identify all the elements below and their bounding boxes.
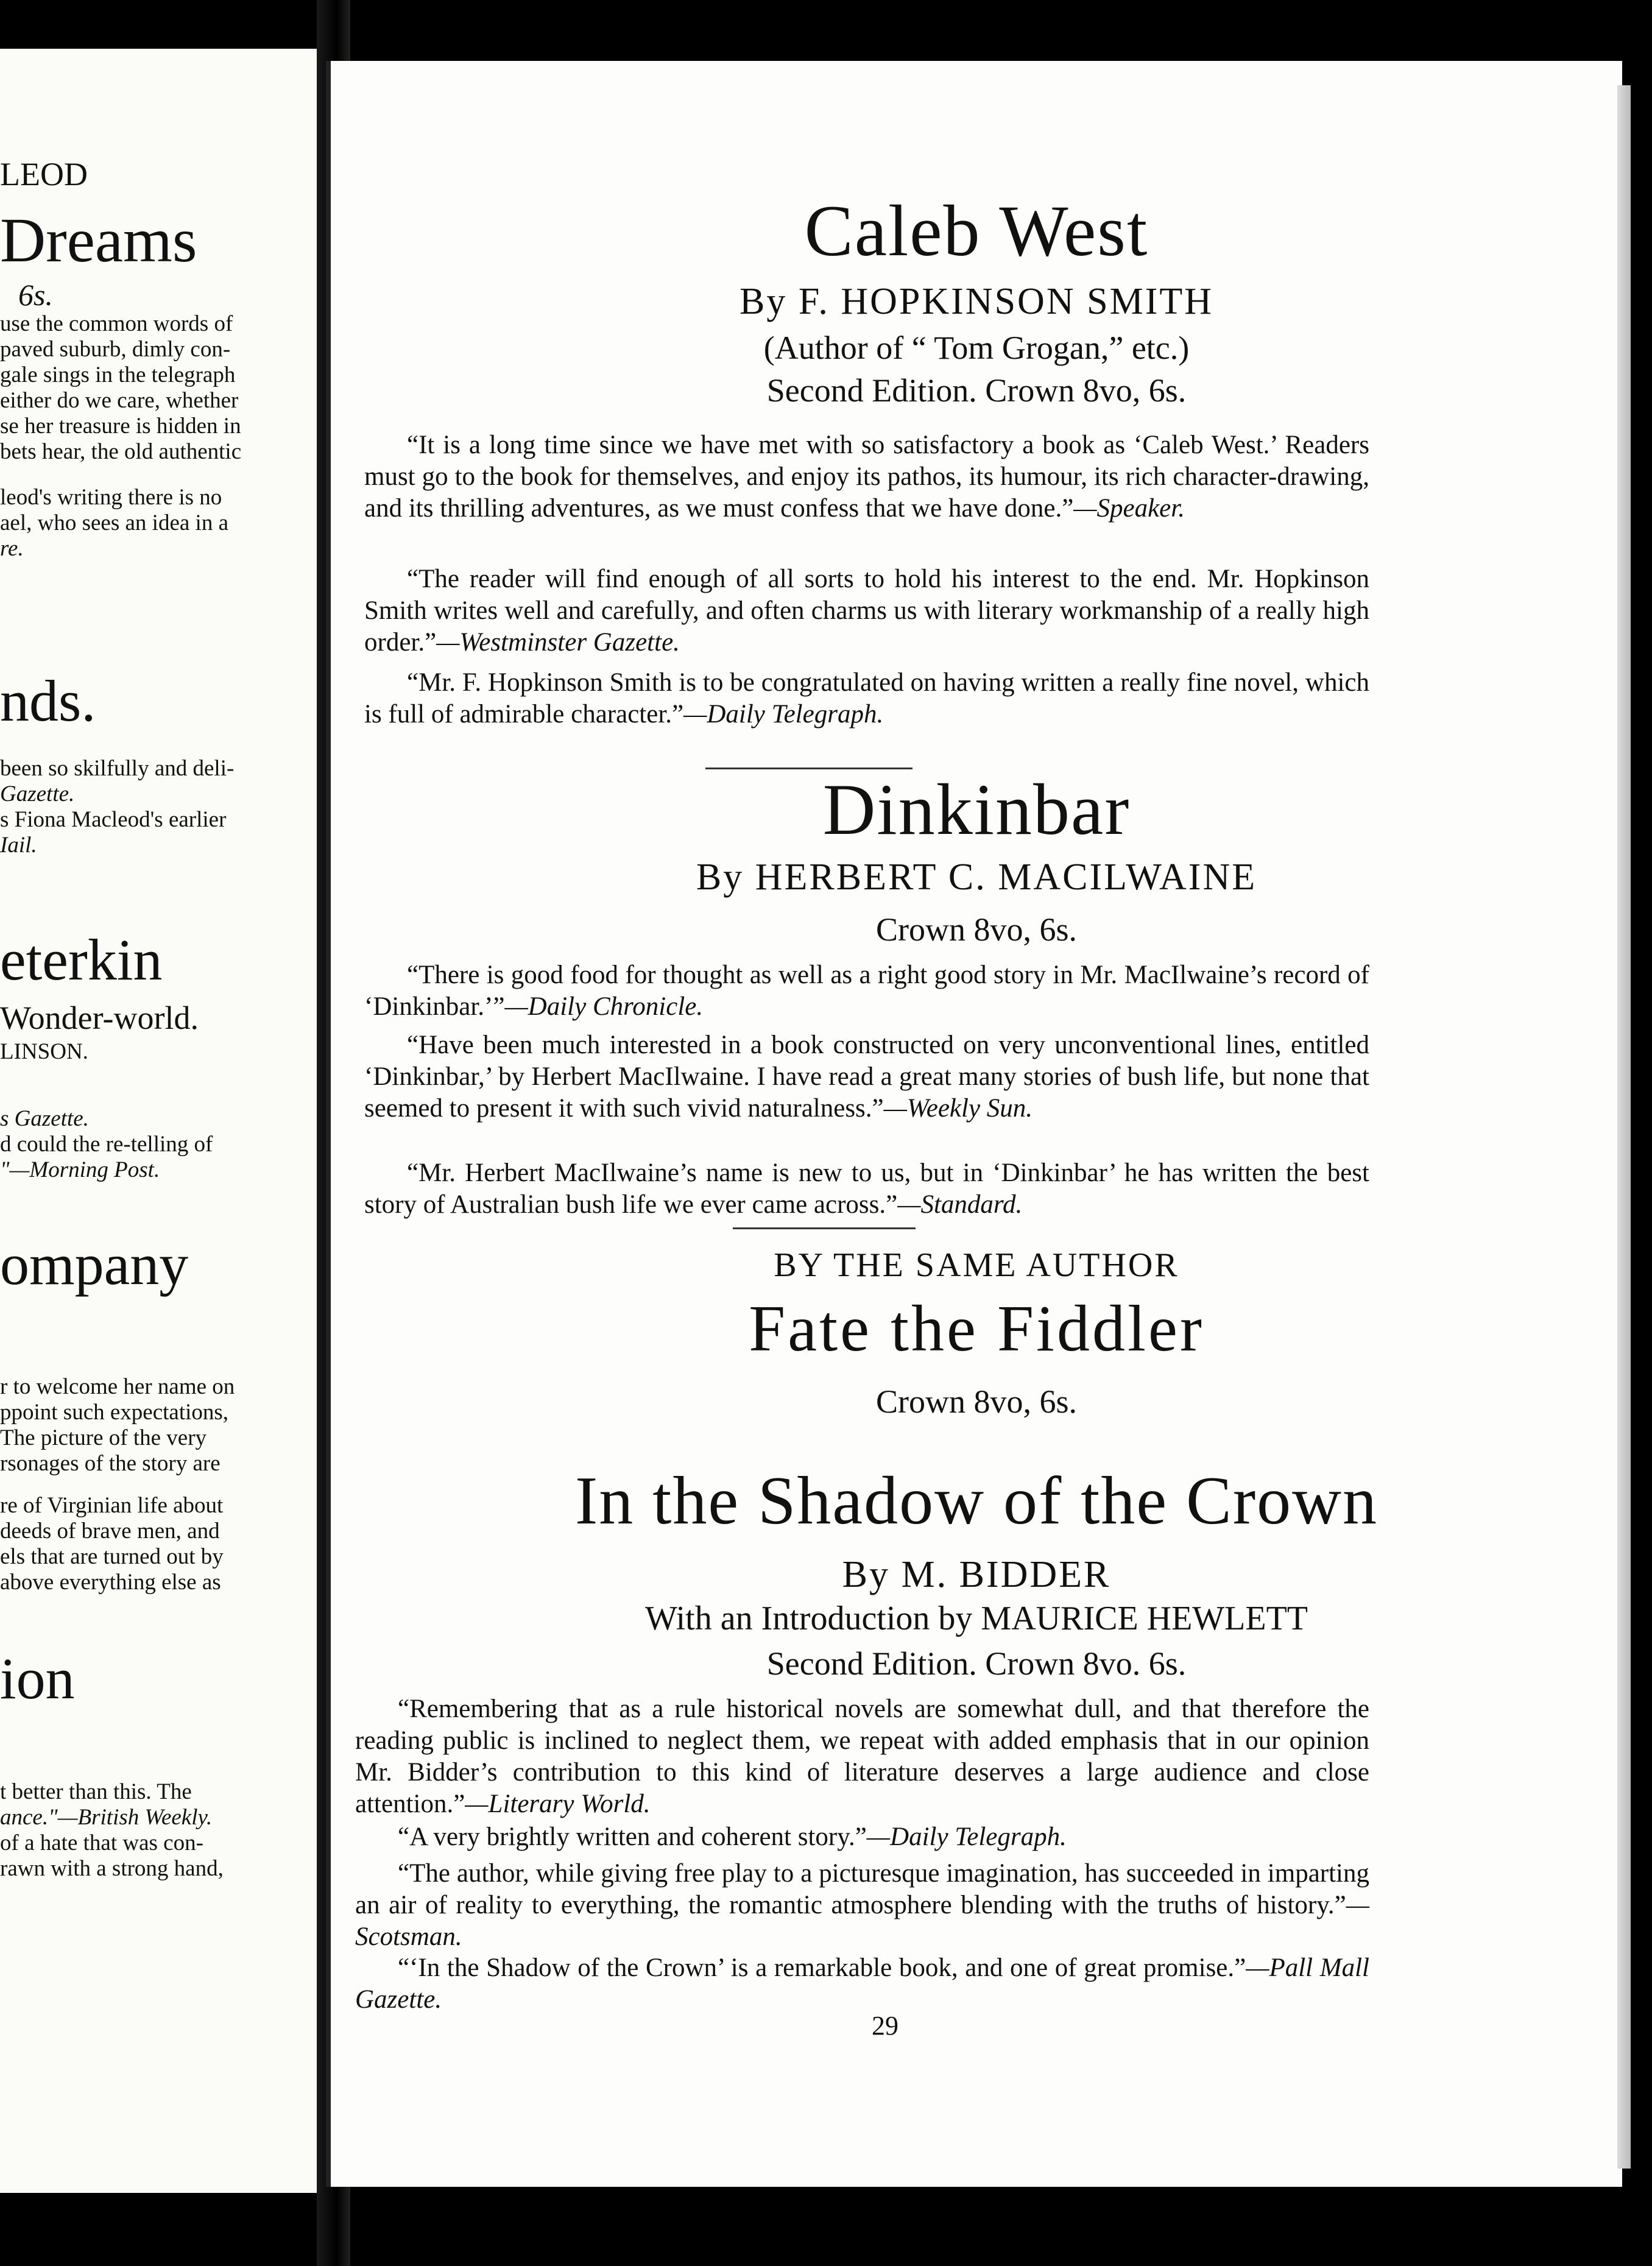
left-page-text-line: s Gazette. [0,1106,89,1131]
shadow-of-the-crown-byline: By M. BIDDER [842,1554,1111,1595]
left-page-text-line: above everything else as [0,1570,221,1595]
shadow-of-the-crown-review: “Remembering that as a rule historical novels are somewhat dull, and that therefore the reading public is inclined to neglect them, we repeat with added emphasis that in our opinion Mr. Bidder’s contribution to this kind of literature deserves a large audience and close attention.”—Literary World. [355,1695,1369,1818]
fate-the-fiddler-title: Fate the Fiddler [749,1293,1204,1365]
dinkinbar-review: “Have been much interested in a book constructed on very unconventional lines, entitled ‘Dinkinbar,’ by Herbert MacIlwaine. I have read a great many stories of bush life, but none that seemed to present it with such vivid naturalness.”—Weekly Sun. [364,1031,1369,1123]
left-page-text-line: been so skilfully and deli- [0,756,235,781]
dinkinbar-title: Dinkinbar [822,769,1131,850]
caleb-west-author-note: (Author of “ Tom Grogan,” etc.) [763,330,1190,366]
dinkinbar-byline: By HERBERT C. MACILWAINE [696,856,1257,898]
previous-page [0,49,317,2193]
dinkinbar-review: “Mr. Herbert MacIlwaine’s name is new to us, but in ‘Dinkinbar’ he has written the best story of Australian bush life we ever came across.”—Standard. [364,1159,1369,1219]
left-page-heading: Dreams [0,205,197,275]
dinkinbar-edition: Crown 8vo, 6s. [875,911,1077,948]
left-page-heading: 6s. [18,278,53,312]
shadow-of-the-crown-title: In the Shadow of the Crown [574,1463,1378,1539]
left-page-text-line: rsonages of the story are [0,1451,221,1476]
caleb-west-review: “It is a long time since we have met with so satisfactory a book as ‘Caleb West.’ Readers must go to the book for themselves, and enjoy its pathos, its humour, its rich character-drawing, and its thrilling adventures, as we must confess that we have done.”—Speaker. [364,431,1369,523]
left-page-text-line: LINSON. [0,1039,88,1064]
left-page-text-line: use the common words of [0,311,233,336]
left-page-text-line: either do we care, whether [0,388,239,413]
fate-the-fiddler-edition: Crown 8vo, 6s. [875,1383,1077,1420]
left-page-text-line: leod's writing there is no [0,485,222,510]
left-page-heading: ion [0,1646,75,1711]
shadow-of-the-crown-edition: Second Edition. Crown 8vo. 6s. [766,1645,1187,1682]
page-edge [1617,85,1631,2169]
left-page-text-line: re. [0,536,24,561]
left-page-heading: nds. [0,668,96,733]
left-page-heading: ompany [0,1232,189,1297]
left-page-text-line: Iail. [0,833,37,858]
dinkinbar-review: “There is good food for thought as well as a right good story in Mr. MacIlwaine’s record of ‘Dinkinbar.’”—Daily Chronicle. [364,961,1369,1021]
left-page-text-line: ance."—British Weekly. [0,1805,213,1830]
current-page [326,61,1622,2187]
left-page-text-line: "—Morning Post. [0,1157,160,1182]
left-page-text-line: s Fiona Macleod's earlier [0,807,227,832]
caleb-west-byline: By F. HOPKINSON SMITH [739,281,1214,322]
left-page-text-line: gale sings in the telegraph [0,362,236,387]
left-page-text-line: els that are turned out by [0,1544,224,1569]
left-page-text-line: The picture of the very [0,1425,207,1450]
left-page-text-line: rawn with a strong hand, [0,1856,224,1881]
left-page-text-line: ppoint such expectations, [0,1400,229,1425]
left-page-heading: LEOD [0,156,88,192]
left-page-text-line: paved suburb, dimly con- [0,337,231,362]
shadow-of-the-crown-review: “The author, while giving free play to a picturesque imagination, has succeeded in imparting an air of reality to everything, the romantic atmosphere blending with the truths of history.”—Scotsman. [355,1859,1369,1951]
left-page-text-line: r to welcome her name on [0,1374,235,1399]
left-page-text-line: re of Virginian life about [0,1493,224,1518]
left-page-text-line: bets hear, the old authentic [0,439,242,464]
left-page-text-line: se her treasure is hidden in [0,414,241,439]
left-page-text-line: d could the re-telling of [0,1132,213,1157]
shadow-of-the-crown-review: “‘In the Shadow of the Crown’ is a remarkable book, and one of great promise.”—Pall Mall Gazette. [355,1954,1369,2014]
left-page-text-line: Gazette. [0,782,75,807]
page-number: 29 [872,2011,898,2041]
shadow-of-the-crown-intro: With an Introduction by MAURICE HEWLETT [645,1600,1308,1637]
caleb-west-title: Caleb West [804,190,1149,271]
left-page-text-line: Wonder-world. [0,1000,199,1036]
left-page-text-line: of a hate that was con- [0,1830,203,1855]
section-divider [733,1227,916,1229]
left-page-heading: eterkin [0,927,163,992]
shadow-of-the-crown-review: “A very brightly written and coherent story.”—Daily Telegraph. [398,1823,1067,1851]
left-page-text-line: deeds of brave men, and [0,1519,220,1544]
caleb-west-review: “Mr. F. Hopkinson Smith is to be congratulated on having written a really fine novel, which is full of admirable character.”—Daily Telegraph. [364,668,1369,729]
caleb-west-review: “The reader will find enough of all sorts to hold his interest to the end. Mr. Hopkinson Smith writes well and carefully, and often charms us with literary workmanship of a really high order.”—Westminster Gazette. [364,565,1369,657]
left-page-text-line: t better than this. The [0,1779,192,1804]
same-author-heading: BY THE SAME AUTHOR [774,1246,1179,1284]
caleb-west-edition: Second Edition. Crown 8vo, 6s. [766,372,1187,409]
left-page-text-line: ael, who sees an idea in a [0,510,228,535]
